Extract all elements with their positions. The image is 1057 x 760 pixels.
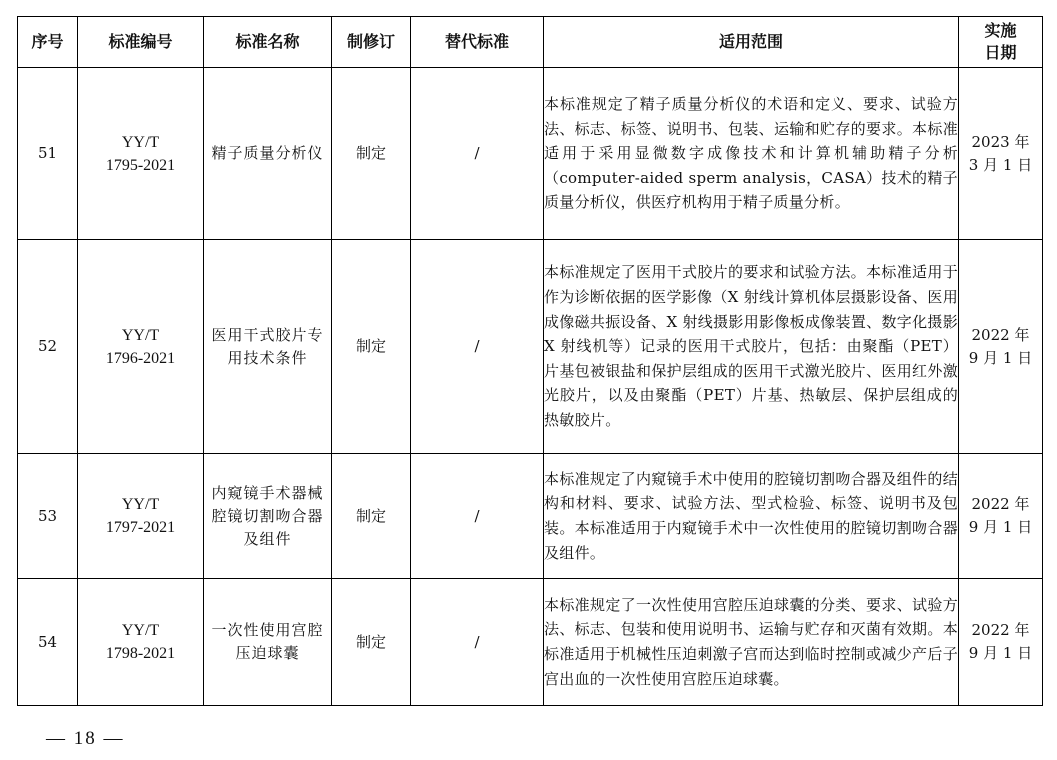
table-row <box>18 454 1043 579</box>
row-scope: 本标准规定了精子质量分析仪的术语和定义、要求、试验方法、标志、标签、说明书、包装、运输和贮存的要求。本标准适用于采用显微数字成像技术和计算机辅助精子分析（computer-aided sperm analysis，CASA）技术的精子质量分析仪，供医疗机构用于精子质量分析。 <box>544 68 959 240</box>
row-code-line2: 1798-2021 <box>105 645 176 662</box>
row-code-line2: 1797-2021 <box>105 519 176 536</box>
row-code-line2: 1796-2021 <box>105 349 176 367</box>
row-date-line2: 3 月 1 日 <box>968 155 1033 174</box>
row-type: 制定 <box>332 240 411 454</box>
row-type: 制定 <box>332 454 411 579</box>
row-replace: / <box>411 68 544 240</box>
row-name: 精子质量分析仪 <box>204 68 332 240</box>
header-name: 标准名称 <box>204 17 332 68</box>
standards-table <box>17 16 1043 706</box>
header-type: 制修订 <box>332 17 411 68</box>
row-date <box>959 68 1043 240</box>
row-scope: 本标准规定了一次性使用宫腔压迫球囊的分类、要求、试验方法、标志、包装和使用说明书、运输与贮存和灭菌有效期。本标准适用于机械性压迫刺激子宫而达到临时控制或减少产后子宫出血的一次性使用宫腔压迫球囊。 <box>544 579 959 706</box>
header-date-line1: 实施 <box>984 21 1017 40</box>
header-code: 标准编号 <box>78 17 204 68</box>
row-date-line1: 2023 年 <box>971 132 1030 151</box>
row-date-line2: 9 月 1 日 <box>968 644 1033 662</box>
row-date-line1: 2022 年 <box>971 621 1030 639</box>
row-date <box>959 454 1043 579</box>
header-seq: 序号 <box>18 17 78 68</box>
row-name: 医用干式胶片专用技术条件 <box>204 240 332 454</box>
row-date <box>959 240 1043 454</box>
row-code-line1: YY/T <box>121 622 160 639</box>
page-number: — 18 — <box>46 728 125 749</box>
row-name: 一次性使用宫腔压迫球囊 <box>204 579 332 706</box>
table-row <box>18 240 1043 454</box>
row-code-line1: YY/T <box>121 326 160 344</box>
row-scope: 本标准规定了内窥镜手术中使用的腔镜切割吻合器及组件的结构和材料、要求、试验方法、型式检验、标签、说明书及包装。本标准适用于内窥镜手术中一次性使用的腔镜切割吻合器及组件。 <box>544 454 959 579</box>
row-date-line2: 9 月 1 日 <box>968 518 1033 536</box>
row-replace: / <box>411 240 544 454</box>
row-name: 内窥镜手术器械 腔镜切割吻合器及组件 <box>204 454 332 579</box>
row-date <box>959 579 1043 706</box>
header-date <box>959 17 1043 68</box>
row-seq: 54 <box>18 579 78 706</box>
row-seq: 52 <box>18 240 78 454</box>
header-date-line2: 日期 <box>984 43 1017 62</box>
table-row <box>18 579 1043 706</box>
header-scope: 适用范围 <box>544 17 959 68</box>
row-code-line1: YY/T <box>121 133 160 151</box>
row-seq: 51 <box>18 68 78 240</box>
row-code-line2: 1795-2021 <box>105 156 176 174</box>
row-replace: / <box>411 454 544 579</box>
row-date-line1: 2022 年 <box>971 495 1030 513</box>
row-date-line2: 9 月 1 日 <box>968 348 1033 367</box>
table-row <box>18 68 1043 240</box>
row-type: 制定 <box>332 68 411 240</box>
row-seq: 53 <box>18 454 78 579</box>
row-date-line1: 2022 年 <box>971 325 1030 344</box>
row-code <box>78 68 204 240</box>
row-replace: / <box>411 579 544 706</box>
row-code <box>78 454 204 579</box>
header-row <box>18 17 1043 68</box>
row-code <box>78 579 204 706</box>
row-code-line1: YY/T <box>121 496 160 513</box>
row-type: 制定 <box>332 579 411 706</box>
row-scope: 本标准规定了医用干式胶片的要求和试验方法。本标准适用于作为诊断依据的医学影像（X 射线计算机体层摄影设备、医用成像磁共振设备、X 射线摄影用影像板成像装置、数字化摄影 X 射线机等）记录的医用干式胶片，包括：由聚酯（PET）片基包被银盐和保护层组成的医用干式激光胶片、医用红外激光胶片，以及由聚酯（PET）片基、热敏层、保护层组成的热敏胶片。 <box>544 240 959 454</box>
header-replace: 替代标准 <box>411 17 544 68</box>
row-code <box>78 240 204 454</box>
